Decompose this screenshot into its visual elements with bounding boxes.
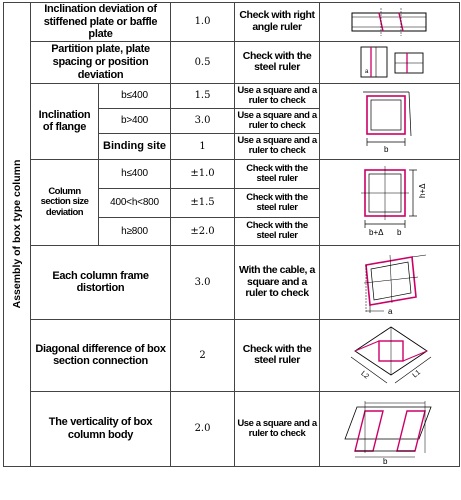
item-cell: Inclination of flange xyxy=(31,83,99,159)
svg-text:a: a xyxy=(364,69,368,76)
check-cell: Check with right angle ruler xyxy=(235,3,320,42)
table-row xyxy=(4,159,460,188)
check-cell: Use a square and a ruler to check xyxy=(235,133,320,159)
section-label-cell xyxy=(4,3,31,467)
table-row xyxy=(4,245,460,319)
flange-inclination-figure xyxy=(345,86,435,156)
frame-distortion-figure xyxy=(340,247,440,317)
figure-cell xyxy=(320,319,460,391)
item-cell: Partition plate, plate spacing or position deviation xyxy=(31,41,171,83)
flange-b-label: b xyxy=(383,145,388,155)
diag-l2-label: L2 xyxy=(358,370,370,381)
value-cell: 2 xyxy=(171,319,235,391)
value-cell: 2.0 xyxy=(171,391,235,466)
figure-cell xyxy=(320,41,460,83)
verticality-figure xyxy=(335,393,445,465)
value-cell: 1 xyxy=(171,133,235,159)
figure-cell xyxy=(320,391,460,466)
value-cell: ±2.0 xyxy=(171,217,235,245)
check-cell: Check with the steel ruler xyxy=(235,41,320,83)
diag-l1-label: L1 xyxy=(411,369,422,380)
check-cell: Use a square and a ruler to check xyxy=(235,83,320,108)
item-cell: Column section size deviation xyxy=(31,159,99,245)
check-cell: Check with the steel ruler xyxy=(235,217,320,245)
value-cell: ±1.0 xyxy=(171,159,235,188)
section-label: Assembly of box type column xyxy=(11,160,23,309)
figure-cell xyxy=(320,159,460,245)
sub-cell: h≤400 xyxy=(99,159,171,188)
value-cell: 3.0 xyxy=(171,245,235,319)
vert-b-label: b xyxy=(382,456,387,465)
check-cell: Check with the steel ruler xyxy=(235,159,320,188)
check-cell: Check with the steel ruler xyxy=(235,188,320,217)
item-cell: Inclination deviation of stiffened plate or baffle plate xyxy=(31,3,171,42)
sub-cell: 400<h<800 xyxy=(99,188,171,217)
sub-cell: h≥800 xyxy=(99,217,171,245)
table-row xyxy=(4,41,460,83)
stiffened-plate-figure xyxy=(349,5,431,39)
sub-cell: Binding site xyxy=(99,133,171,159)
table-row xyxy=(4,391,460,466)
section-size-figure xyxy=(345,162,435,242)
section-h-label: h+Δ xyxy=(417,183,427,199)
diagonal-difference-figure xyxy=(335,321,445,389)
table-row xyxy=(4,319,460,391)
check-cell: Use a square and a ruler to check xyxy=(235,108,320,133)
distortion-a-label: a xyxy=(387,307,392,317)
sub-cell: b≤400 xyxy=(99,83,171,108)
tolerance-table xyxy=(3,2,460,467)
figure-cell xyxy=(320,3,460,42)
item-cell: The verticality of box column body xyxy=(31,391,171,466)
value-cell: ±1.5 xyxy=(171,188,235,217)
figure-cell xyxy=(320,245,460,319)
value-cell: 3.0 xyxy=(171,108,235,133)
item-cell: Each column frame distortion xyxy=(31,245,171,319)
sub-cell: b>400 xyxy=(99,108,171,133)
check-cell: With the cable, a square and a ruler to check xyxy=(235,245,320,319)
check-cell: Use a square and a ruler to check xyxy=(235,391,320,466)
figure-cell xyxy=(320,83,460,159)
value-cell: 0.5 xyxy=(171,41,235,83)
table-row xyxy=(4,83,460,108)
section-b-label: b xyxy=(396,228,401,238)
check-cell: Check with the steel ruler xyxy=(235,319,320,391)
value-cell: 1.0 xyxy=(171,3,235,42)
value-cell: 1.5 xyxy=(171,83,235,108)
item-cell: Diagonal difference of box section connection xyxy=(31,319,171,391)
partition-plate-figure xyxy=(349,43,431,81)
section-b-delta-label: b+Δ xyxy=(368,228,383,238)
table-row xyxy=(4,3,460,42)
